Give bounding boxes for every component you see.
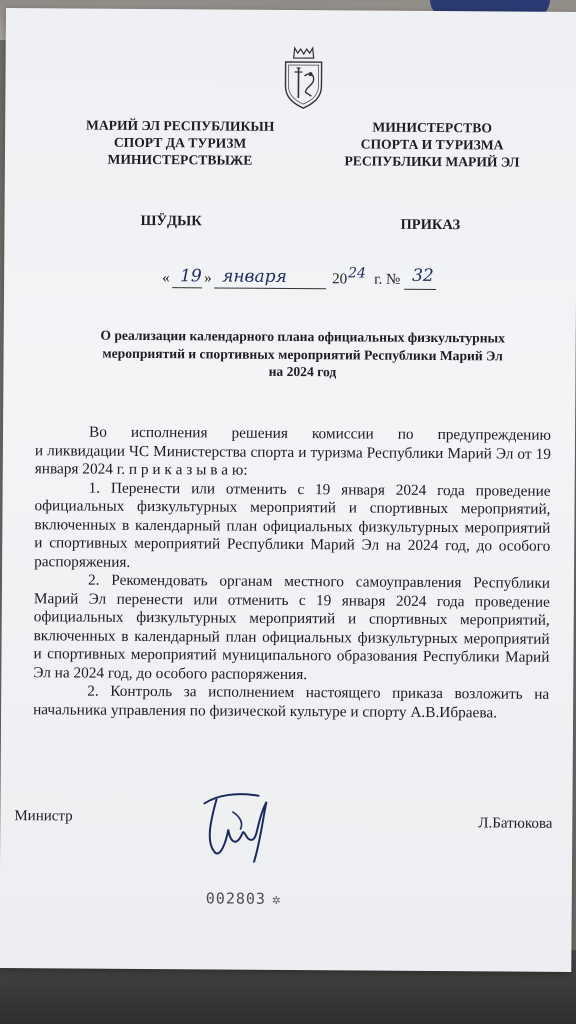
order-item-3: 2. Контроль за исполнением настоящего приказа возложить на начальника управления по физической культуре и спорту А.В.Ибраева. (33, 682, 550, 721)
signatory-role: Министр (14, 808, 73, 825)
document-page (0, 8, 576, 972)
header-right-line-3: РЕСПУБЛИКИ МАРИЙ ЭЛ (344, 153, 520, 170)
date-day: 19 (180, 266, 202, 287)
title-line-1: О реализации календарного плана официальных физкультурных (100, 327, 506, 346)
date-close-quote: » (204, 270, 212, 287)
header-right-line-2: СПОРТА И ТУРИЗМА (360, 136, 504, 153)
document-title (59, 326, 545, 382)
header-left-line-2: СПОРТ ДА ТУРИЗМ (113, 134, 247, 151)
header-left-line-3: МИНИСТЕРСТВЫЖЕ (107, 151, 253, 168)
date-year-suffix: 24 (348, 265, 367, 282)
date-month: января (222, 266, 287, 287)
doc-type-russian: ПРИКАЗ (400, 216, 461, 234)
date-open-quote: « (162, 270, 170, 287)
coat-of-arms-icon (280, 46, 326, 110)
order-item-2: 2. Рекомендовать органам местного самоуправления Республики Марий Эл перенести или отменить с 19 января 2024 года проведение официальных физкультурных мероприятий и спортивных мероприятий, включенных в календарный план официальных физкультурных мероприятий и спортивных мероприятий муниципального образования Республики Марий Эл на 2024 год, до особого распоряжения. (33, 571, 551, 683)
date-year-prefix: 20 (332, 271, 348, 288)
signatory-name: Л.Батюкова (478, 815, 553, 832)
header-left (75, 116, 285, 168)
intro-first-line: Во исполнения решения комиссии по предупреждению (88, 423, 552, 444)
title-line-3: на 2024 год (268, 363, 337, 380)
header-left-line-1: МАРИЙ ЭЛ РЕСПУБЛИКЫН (85, 117, 275, 134)
order-item-1: 1. Перенести или отменить с 19 января 2024 года проведение официальных физкультурных мероприятий и спортивных мероприятий, включенных в календарный план официальных физкультурных мероприятий и спортивных мероприятий Республики Марий Эл на 2024 год, до особого распоряжения. (34, 479, 551, 571)
date-day-underline (172, 287, 202, 288)
title-line-2: мероприятий и спортивных мероприятий Республики Марий Эл (102, 345, 503, 363)
doc-type-mari: ШӰДЫК (140, 212, 202, 230)
intro-paragraph: и ликвидации ЧС Министерства спорта и туризма Республики Марий Эл от 19 января 2024 г. п р и к а з ы в а ю: (34, 441, 551, 479)
handwritten-signature (196, 781, 287, 872)
serial-number-text: 002803 (205, 889, 267, 908)
date-number-line (162, 266, 462, 298)
header-right (327, 118, 537, 170)
date-year-label: г. № (374, 271, 401, 288)
document-body (33, 423, 551, 723)
serial-number (206, 889, 282, 908)
header-right-line-1: МИНИСТЕРСТВО (372, 119, 492, 136)
order-number-underline (404, 289, 436, 290)
date-month-underline (214, 287, 326, 289)
asterisk-star-icon: ✲ (271, 891, 282, 908)
order-number: 32 (412, 265, 434, 286)
